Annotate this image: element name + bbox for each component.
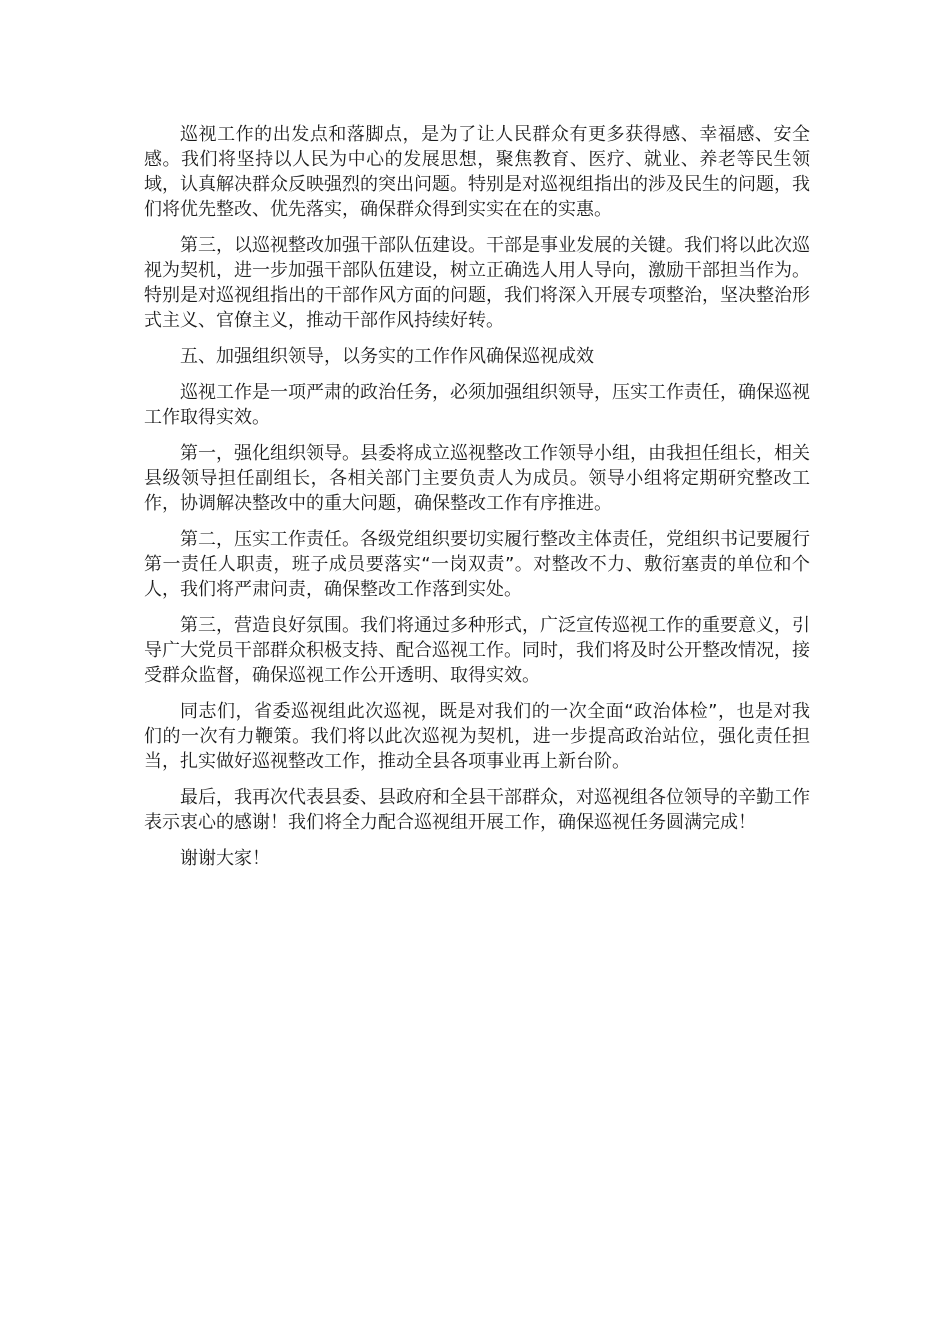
paragraph-thank-you: 谢谢大家！: [180, 848, 270, 869]
section-heading-five: 五、加强组织领导，以务实的工作作风确保巡视成效: [180, 346, 594, 367]
document-body: [144, 122, 810, 882]
paragraph-comrades: 同志们，省委巡视组此次巡视，既是对我们的一次全面“政治体检”，也是对我们的一次有力鞭策。我们将以此次巡视为契机，进一步提高政治站位，强化责任担当，扎实做好巡视整改工作，推动全县各项事业再上新台阶。: [144, 701, 810, 772]
paragraph-strengthen-leadership: 第一，强化组织领导。县委将成立巡视整改工作领导小组，由我担任组长，相关县级领导担任副组长，各相关部门主要负责人为成员。领导小组将定期研究整改工作，协调解决整改中的重大问题，确保整改工作有序推进。: [144, 443, 810, 514]
paragraph-political-task: 巡视工作是一项严肃的政治任务，必须加强组织领导，压实工作责任，确保巡视工作取得实效。: [144, 382, 810, 428]
paragraph-atmosphere: 第三，营造良好氛围。我们将通过多种形式，广泛宣传巡视工作的重要意义，引导广大党员干部群众积极支持、配合巡视工作。同时，我们将及时公开整改情况，接受群众监督，确保巡视工作公开透明、取得实效。: [144, 615, 810, 686]
paragraph-cadre-building: 第三，以巡视整改加强干部队伍建设。干部是事业发展的关键。我们将以此次巡视为契机，进一步加强干部队伍建设，树立正确选人用人导向，激励干部担当作为。特别是对巡视组指出的干部作风方面的问题，我们将深入开展专项整治，坚决整治形式主义、官僚主义，推动干部作风持续好转。: [144, 235, 810, 331]
paragraph-responsibility: 第二，压实工作责任。各级党组织要切实履行整改主体责任，党组织书记要履行第一责任人职责，班子成员要落实“一岗双责”。对整改不力、敷衍塞责的单位和个人，我们将严肃问责，确保整改工作落到实处。: [144, 529, 810, 600]
paragraph-closing-thanks: 最后，我再次代表县委、县政府和全县干部群众，对巡视组各位领导的辛勤工作表示衷心的感谢！我们将全力配合巡视组开展工作，确保巡视任务圆满完成！: [144, 787, 810, 833]
paragraph-people-benefit: 巡视工作的出发点和落脚点，是为了让人民群众有更多获得感、幸福感、安全感。我们将坚持以人民为中心的发展思想，聚焦教育、医疗、就业、养老等民生领域，认真解决群众反映强烈的突出问题。特别是对巡视组指出的涉及民生的问题，我们将优先整改、优先落实，确保群众得到实实在在的实惠。: [144, 124, 810, 220]
